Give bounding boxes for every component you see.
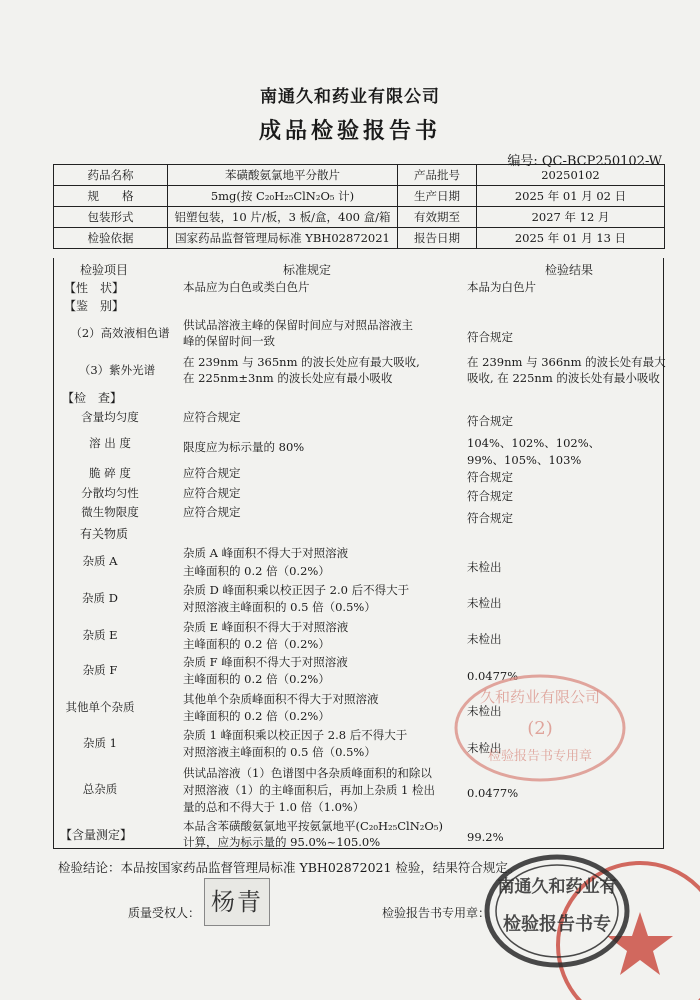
- drug-name-value: 苯磺酸氨氯地平分散片: [168, 165, 398, 186]
- section-related: 有关物质: [80, 527, 129, 541]
- assay-standard-1: 本品含苯磺酸氨氯地平按氨氯地平(C₂₀H₂₅ClN₂O₅): [183, 819, 443, 833]
- character-result: 本品为白色片: [467, 280, 536, 294]
- impurity-d-label: 杂质 D: [82, 591, 118, 605]
- impurity-1-standard-2: 对照溶液主峰面积的 0.5 倍（0.5%）: [183, 745, 376, 759]
- table-left-border: [53, 258, 54, 848]
- impurity-f-label: 杂质 F: [82, 663, 118, 677]
- signer-label: 质量受权人：: [128, 906, 201, 920]
- section-identify: 【鉴 别】: [64, 299, 125, 313]
- impurity-e-standard-1: 杂质 E 峰面积不得大于对照溶液: [183, 620, 349, 634]
- hplc-label: （2）高效液相色谱: [70, 326, 170, 340]
- assay-result: 99.2%: [467, 830, 504, 844]
- impurity-total-standard-2: 对照溶液（1）的主峰面积后，再加上杂质 1 检出: [183, 783, 435, 797]
- dispersion-label: 分散均匀性: [81, 486, 139, 500]
- impurity-other-standard-1: 其他单个杂质峰面积不得大于对照溶液: [183, 692, 379, 706]
- svg-text:(2): (2): [527, 718, 553, 739]
- impurity-e-label: 杂质 E: [82, 628, 118, 642]
- uv-standard-2: 在 225nm±3nm 的波长处应有最小吸收: [183, 371, 393, 385]
- microbe-result: 符合规定: [467, 511, 513, 525]
- dissolution-standard: 限度应为标示量的 80%: [183, 440, 305, 454]
- impurity-f-standard-2: 主峰面积的 0.2 倍（0.2%）: [183, 672, 330, 686]
- impurity-total-standard-3: 量的总和不得大于 1.0 倍（1.0%）: [183, 800, 365, 814]
- uv-standard-1: 在 239nm 与 365nm 的波长处应有最大吸收,: [183, 355, 420, 369]
- impurity-1-label: 杂质 1: [83, 736, 117, 750]
- col-header-standard: 标准规定: [283, 263, 332, 277]
- dissolution-result-1: 104%、102%、102%、: [467, 436, 601, 450]
- spec-label: 规 格: [54, 186, 168, 207]
- svg-text:南通久和药业有: 南通久和药业有: [497, 877, 617, 897]
- impurity-1-standard-1: 杂质 1 峰面积乘以校正因子 2.8 后不得大于: [183, 728, 408, 742]
- package-value: 铝塑包装，10 片/板，3 板/盒，400 盒/箱: [168, 207, 398, 228]
- section-inspect: 【检 查】: [62, 391, 123, 405]
- spec-value: 5mg(按 C₂₀H₂₅ClN₂O₅ 计): [168, 186, 398, 207]
- hplc-standard-2: 峰的保留时间一致: [183, 334, 275, 348]
- batch-value: 20250102: [477, 165, 665, 186]
- table-right-border: [663, 258, 664, 848]
- svg-text:检验报告书专用章: 检验报告书专用章: [487, 749, 593, 764]
- svg-text:检验报告书专: 检验报告书专: [503, 914, 611, 935]
- impurity-a-result: 未检出: [467, 560, 502, 574]
- impurity-a-label: 杂质 A: [82, 554, 118, 568]
- friability-result: 符合规定: [467, 470, 513, 484]
- impurity-total-result: 0.0477%: [467, 786, 519, 800]
- microbe-label: 微生物限度: [81, 505, 139, 519]
- prod-date-value: 2025 年 01 月 02 日: [477, 186, 665, 207]
- impurity-1-result: 未检出: [467, 741, 502, 755]
- uniformity-standard: 应符合规定: [183, 410, 241, 424]
- report-date-value: 2025 年 01 月 13 日: [477, 228, 665, 249]
- uv-result-1: 在 239nm 与 366nm 的波长处有最大: [467, 355, 666, 369]
- col-header-result: 检验结果: [545, 263, 594, 277]
- dissolution-label: 溶 出 度: [89, 436, 131, 450]
- impurity-other-standard-2: 主峰面积的 0.2 倍（0.2%）: [183, 709, 330, 723]
- svg-text:久和药业有限公司: 久和药业有限公司: [479, 688, 601, 706]
- microbe-standard: 应符合规定: [183, 505, 241, 519]
- impurity-e-result: 未检出: [467, 632, 502, 646]
- uv-result-2: 吸收, 在 225nm 的波长处有最小吸收: [467, 371, 660, 385]
- impurity-f-result: 0.0477%: [467, 669, 519, 683]
- uniformity-result: 符合规定: [467, 414, 513, 428]
- hplc-result: 符合规定: [467, 330, 513, 344]
- report-title: 成品检验报告书: [258, 118, 441, 144]
- prod-date-label: 生产日期: [398, 186, 477, 207]
- basis-value: 国家药品监督管理局标准 YBH02872021: [168, 228, 398, 249]
- dispersion-standard: 应符合规定: [183, 486, 241, 500]
- inspection-report-seal: [482, 852, 632, 970]
- friability-standard: 应符合规定: [183, 466, 241, 480]
- impurity-total-standard-1: 供试品溶液（1）色谱图中各杂质峰面积的和除以: [183, 766, 432, 780]
- impurity-total-label: 总杂质: [82, 782, 118, 796]
- product-info-table: [53, 164, 665, 249]
- uv-label: （3）紫外光谱: [78, 363, 156, 377]
- batch-label: 产品批号: [398, 165, 477, 186]
- dissolution-result-2: 99%、105%、103%: [467, 453, 582, 467]
- expiry-label: 有效期至: [398, 207, 477, 228]
- dispersion-result: 符合规定: [467, 489, 513, 503]
- expiry-value: 2027 年 12 月: [477, 207, 665, 228]
- company-name: 南通久和药业有限公司: [260, 87, 440, 107]
- impurity-other-label: 其他单个杂质: [65, 700, 135, 714]
- section-assay: 【含量测定】: [60, 828, 133, 842]
- signer-signature: 杨青: [204, 878, 270, 926]
- section-character: 【性 状】: [64, 281, 125, 295]
- impurity-d-standard-1: 杂质 D 峰面积乘以校正因子 2.0 后不得大于: [183, 583, 410, 597]
- impurity-d-result: 未检出: [467, 596, 502, 610]
- inspection-conclusion: 检验结论：本品按国家药品监督管理局标准 YBH02872021 检验，结果符合规定。: [58, 860, 521, 875]
- impurity-e-standard-2: 主峰面积的 0.2 倍（0.2%）: [183, 637, 330, 651]
- seal-label: 检验报告书专用章：: [382, 906, 491, 920]
- assay-standard-2: 计算，应为标示量的 95.0%~105.0%: [183, 835, 381, 849]
- impurity-f-standard-1: 杂质 F 峰面积不得大于对照溶液: [183, 655, 348, 669]
- package-label: 包装形式: [54, 207, 168, 228]
- small-seal-stamp: [450, 668, 630, 788]
- impurity-d-standard-2: 对照溶液主峰面积的 0.5 倍（0.5%）: [183, 600, 376, 614]
- character-standard: 本品应为白色或类白色片: [183, 280, 310, 294]
- drug-name-label: 药品名称: [54, 165, 168, 186]
- basis-label: 检验依据: [54, 228, 168, 249]
- document-number: 编号: QC-BCP250102-W: [507, 154, 662, 169]
- impurity-other-result: 未检出: [467, 704, 502, 718]
- impurity-a-standard-2: 主峰面积的 0.2 倍（0.2%）: [183, 564, 330, 578]
- report-date-label: 报告日期: [398, 228, 477, 249]
- col-header-item: 检验项目: [80, 263, 129, 277]
- impurity-a-standard-1: 杂质 A 峰面积不得大于对照溶液: [183, 546, 349, 560]
- friability-label: 脆 碎 度: [89, 466, 131, 480]
- uniformity-label: 含量均匀度: [81, 410, 139, 424]
- hplc-standard-1: 供试品溶液主峰的保留时间应与对照品溶液主: [183, 318, 413, 332]
